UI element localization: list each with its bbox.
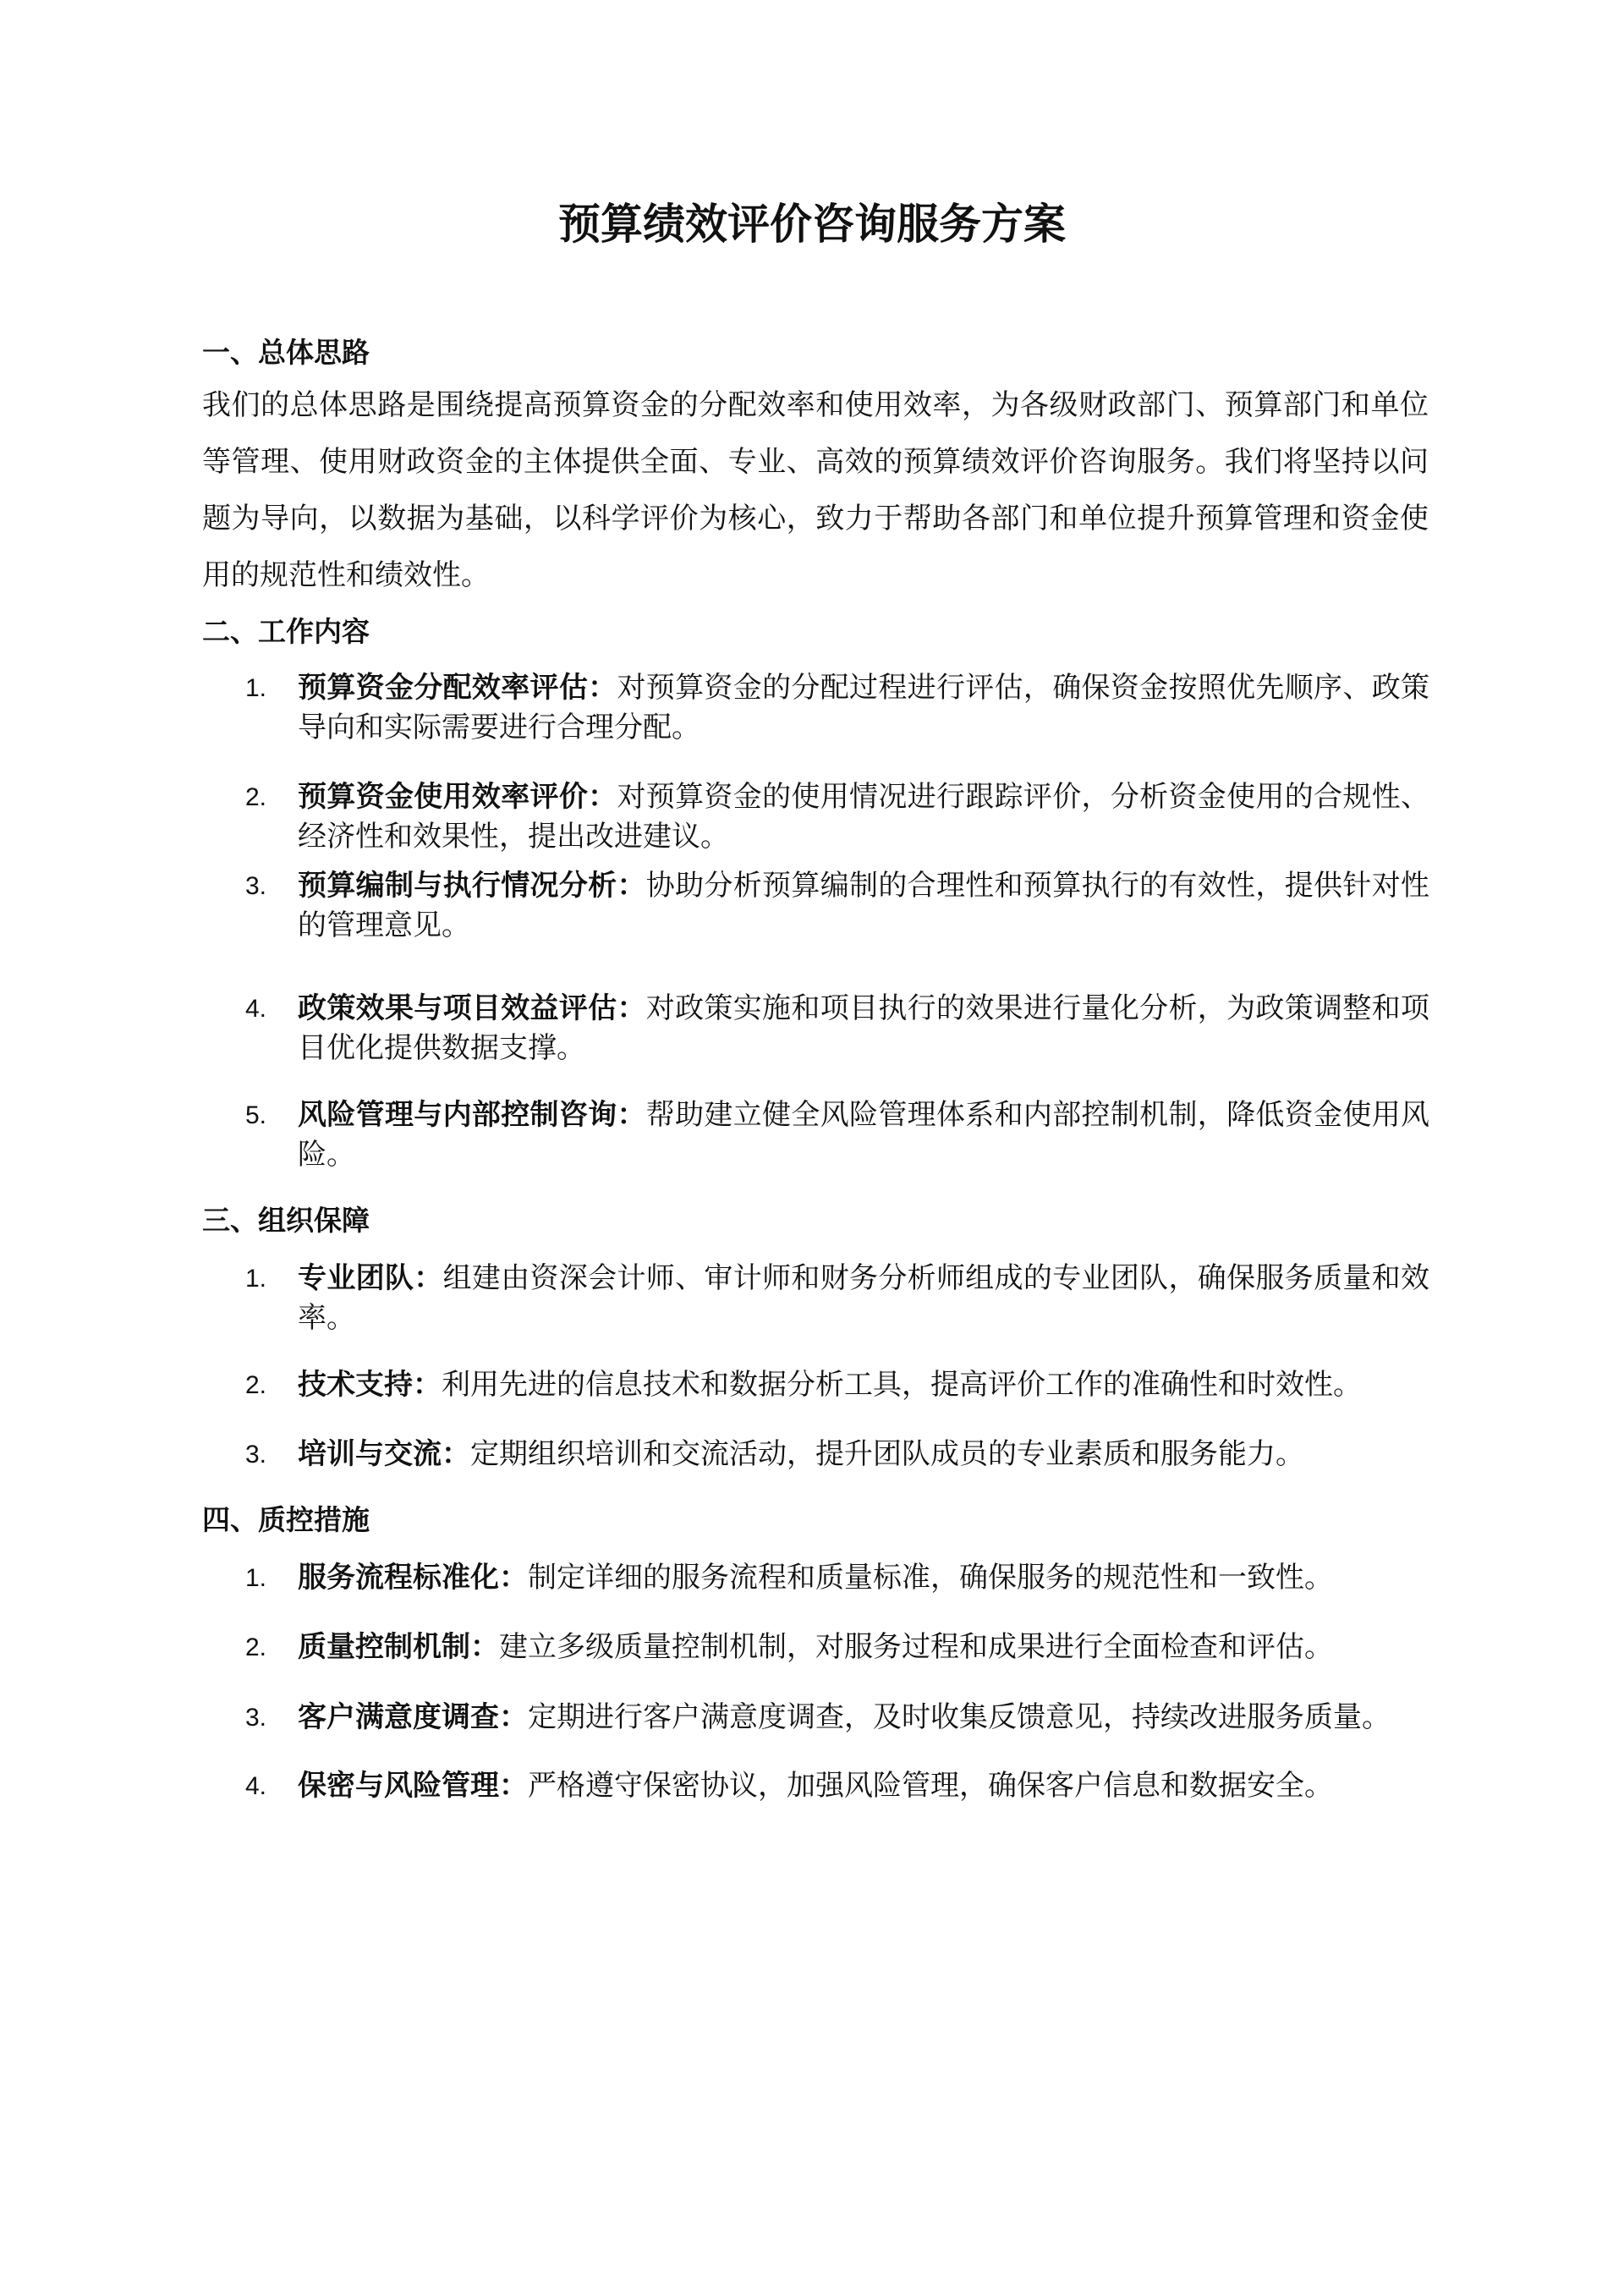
list-item-term: 质量控制机制： — [298, 1630, 499, 1664]
list-item-text: 定期进行客户满意度调查，及时收集反馈意见，持续改进服务质量。 — [528, 1700, 1391, 1734]
list-item-term: 专业团队： — [298, 1261, 443, 1295]
list-item — [245, 1698, 1429, 1738]
list-number: 4. — [245, 995, 267, 1023]
list-item — [245, 1365, 1429, 1405]
list-number: 2. — [245, 1371, 267, 1399]
list-item — [245, 989, 1429, 1068]
list-number: 5. — [245, 1101, 267, 1129]
list-item-text: 对预算资金的使用情况进行跟踪评价，分析资金使用的合规性、经济性和效果性，提出改进建议。 — [298, 780, 1430, 854]
list-item — [245, 1259, 1429, 1338]
list-item-text: 建立多级质量控制机制，对服务过程和成果进行全面检查和评估。 — [499, 1630, 1333, 1664]
list-item-text: 对预算资金的分配过程进行评估，确保资金按照优先顺序、政策导向和实际需要进行合理分配。 — [298, 671, 1430, 744]
list-item — [245, 1766, 1429, 1806]
section-heading-work-content: 二、工作内容 — [202, 615, 370, 648]
list-item-term: 客户满意度调查： — [298, 1700, 528, 1734]
list-item-text: 组建由资深会计师、审计师和财务分析师组成的专业团队，确保服务质量和效率。 — [298, 1261, 1430, 1335]
overall-approach-paragraph: 我们的总体思路是围绕提高预算资金的分配效率和使用效率，为各级财政部门、预算部门和单位等管理、使用财政资金的主体提供全面、专业、高效的预算绩效评价咨询服务。我们将坚持以问题为导向，以数据为基础，以科学评价为核心，致力于帮助各部门和单位提升预算管理和资金使用的规范性和绩效性。 — [202, 388, 1429, 592]
list-item — [245, 1628, 1429, 1667]
list-item-text: 定期组织培训和交流活动，提升团队成员的专业素质和服务能力。 — [470, 1437, 1304, 1471]
list-item-term: 预算资金分配效率评估： — [298, 671, 617, 705]
list-item-term: 保密与风险管理： — [298, 1769, 528, 1803]
list-item-text: 制定详细的服务流程和质量标准，确保服务的规范性和一致性。 — [528, 1561, 1333, 1595]
list-number: 1. — [245, 674, 267, 702]
list-item-term: 政策效果与项目效益评估： — [298, 991, 646, 1025]
list-item-text: 严格遵守保密协议，加强风险管理，确保客户信息和数据安全。 — [528, 1769, 1333, 1803]
list-number: 1. — [245, 1564, 267, 1592]
list-item — [245, 1095, 1429, 1175]
list-item-term: 预算编制与执行情况分析： — [298, 869, 646, 903]
list-item — [245, 1435, 1429, 1474]
list-item — [245, 866, 1429, 946]
document-title: 预算绩效评价咨询服务方案 — [558, 200, 1066, 249]
list-item — [245, 668, 1429, 748]
list-item-text: 对政策实施和项目执行的效果进行量化分析，为政策调整和项目优化提供数据支撑。 — [298, 991, 1430, 1065]
section-heading-quality-control: 四、质控措施 — [202, 1503, 370, 1536]
section-heading-overall-approach: 一、总体思路 — [202, 336, 370, 369]
list-item-text: 协助分析预算编制的合理性和预算执行的有效性，提供针对性的管理意见。 — [298, 869, 1430, 942]
list-number: 3. — [245, 1704, 267, 1732]
list-number: 2. — [245, 783, 267, 811]
section-heading-organization: 三、组织保障 — [202, 1204, 370, 1237]
list-item-term: 服务流程标准化： — [298, 1561, 528, 1595]
list-number: 3. — [245, 1441, 267, 1469]
list-number: 3. — [245, 872, 267, 900]
list-item-term: 技术支持： — [298, 1368, 442, 1402]
list-number: 4. — [245, 1772, 267, 1800]
list-item-text: 帮助建立健全风险管理体系和内部控制机制，降低资金使用风险。 — [298, 1098, 1430, 1172]
list-number: 2. — [245, 1633, 267, 1661]
list-item-text: 利用先进的信息技术和数据分析工具，提高评价工作的准确性和时效性。 — [442, 1368, 1362, 1402]
list-item-term: 预算资金使用效率评价： — [298, 780, 617, 814]
list-item — [245, 777, 1429, 857]
list-number: 1. — [245, 1265, 267, 1293]
list-item-term: 培训与交流： — [298, 1437, 470, 1471]
list-item — [245, 1558, 1429, 1598]
list-item-term: 风险管理与内部控制咨询： — [298, 1098, 646, 1132]
